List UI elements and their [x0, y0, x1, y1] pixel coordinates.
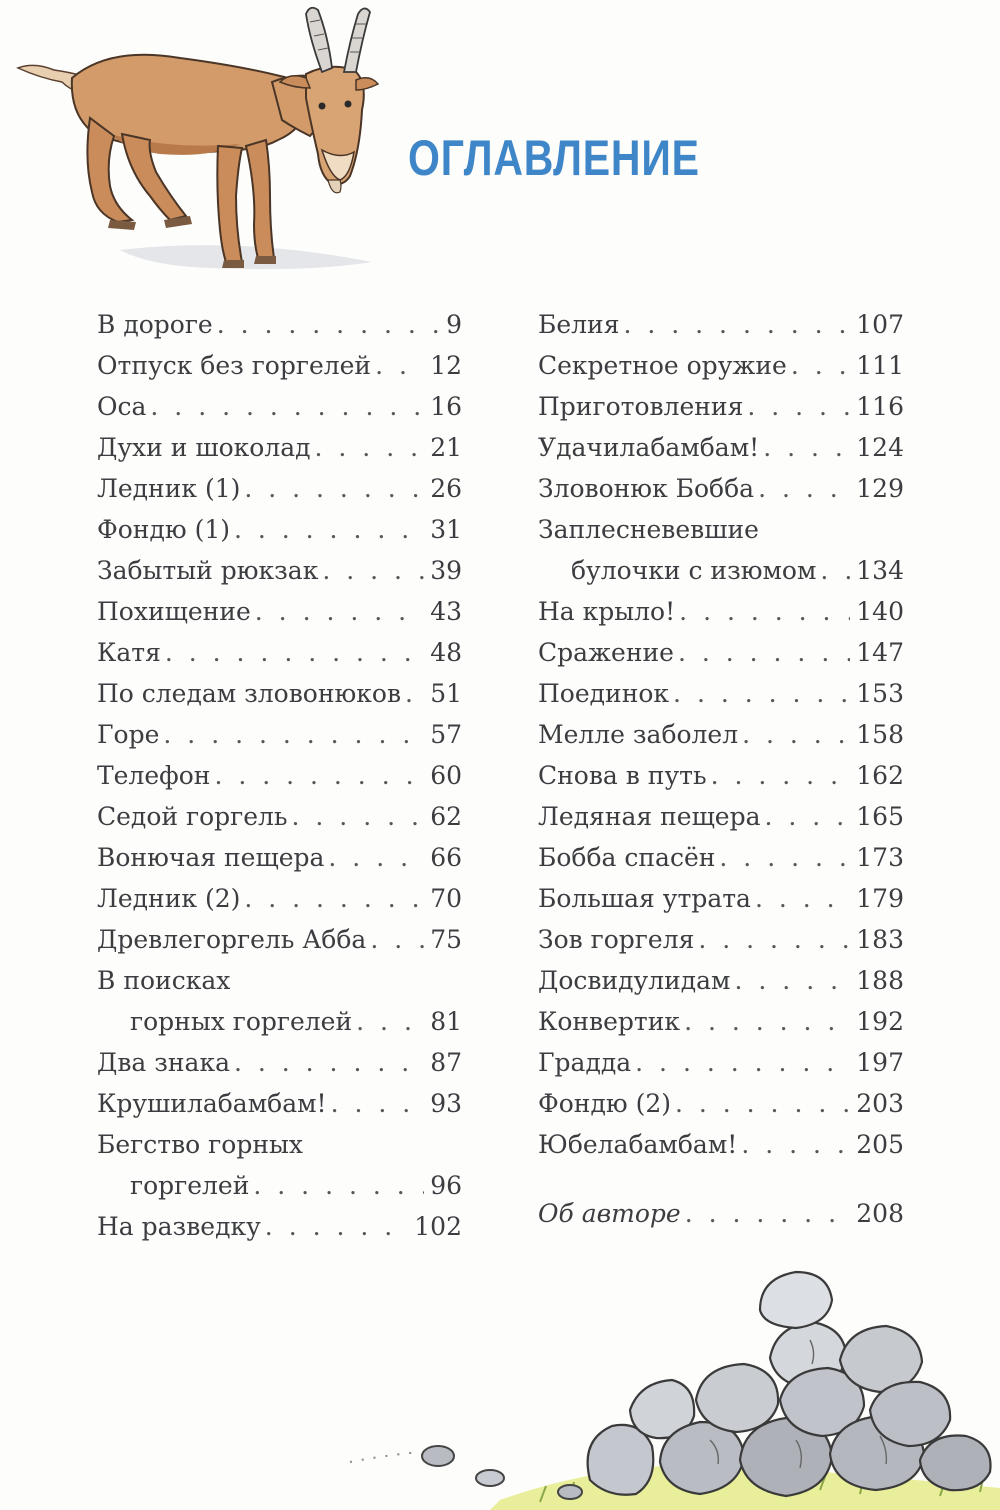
leader-dots [675, 1083, 850, 1124]
toc-entry-page: 51 [430, 679, 462, 708]
toc-entry-page: 60 [430, 761, 462, 790]
toc-entry [97, 1124, 462, 1206]
toc-entry-page: 158 [856, 720, 904, 749]
toc-entry-title: По следам зловонюков [97, 679, 402, 708]
toc-entry [97, 1042, 462, 1083]
leader-dots [265, 1206, 408, 1247]
leader-dots [234, 1042, 424, 1083]
toc-entry [97, 1206, 462, 1247]
toc-entry-title: Приготовления [538, 392, 744, 421]
toc-entry-page: 107 [856, 310, 904, 339]
leader-dots [820, 550, 850, 591]
rocks-illustration [340, 1250, 1000, 1510]
leader-dots [163, 714, 424, 755]
leader-dots [322, 550, 424, 591]
toc-entry-title: Оса [97, 392, 147, 421]
toc-entry-page: 134 [856, 556, 904, 585]
toc-entry [97, 673, 462, 714]
toc-entry-title: горных горгелей [130, 1007, 353, 1036]
toc-entry-title: Фондю (2) [538, 1089, 671, 1118]
toc-entry-page: 96 [430, 1171, 462, 1200]
toc-entry-title: Забытый рюкзак [97, 556, 319, 585]
toc-entry-title: Большая утрата [538, 884, 751, 913]
leader-dots [165, 632, 424, 673]
toc-entry [97, 550, 462, 591]
leader-dots [719, 837, 850, 878]
toc-entry-page: 9 [446, 310, 462, 339]
toc-entry [538, 427, 904, 468]
leader-dots [685, 1193, 851, 1234]
toc-entry-page: 26 [430, 474, 462, 503]
toc-entry-title: Телефон [97, 761, 211, 790]
goat-illustration [10, 0, 380, 290]
toc-entry-about-author [538, 1193, 904, 1234]
toc-entry-page: 81 [430, 1007, 462, 1036]
toc-entry-title: Фондю (1) [97, 515, 230, 544]
toc-entry-title: Белия [538, 310, 620, 339]
toc-entry-page: 75 [430, 925, 462, 954]
toc-entry-page: 162 [856, 761, 904, 790]
leader-dots [253, 1165, 424, 1206]
leader-dots [742, 714, 850, 755]
leader-dots [765, 796, 851, 837]
toc-entry [97, 591, 462, 632]
page-title: ОГЛАВЛЕНИЕ [408, 130, 700, 186]
toc-entry [538, 1083, 904, 1124]
leader-dots [405, 673, 424, 714]
toc-entry-title: Об авторе [538, 1199, 681, 1228]
toc-entry-title: Вонючая пещера [97, 843, 325, 872]
toc-entry-title: На разведку [97, 1212, 261, 1241]
toc-entry [538, 755, 904, 796]
toc-entry-page: 205 [856, 1130, 904, 1159]
toc-entry-page: 192 [856, 1007, 904, 1036]
toc-entry-page: 66 [430, 843, 462, 872]
toc-entry-page: 116 [856, 392, 904, 421]
toc-entry-title: Досвидулидам [538, 966, 731, 995]
toc-entry-title: Ледник (2) [97, 884, 241, 913]
toc-entry-page: 140 [856, 597, 904, 626]
toc-entry-title: Духи и шоколад [97, 433, 311, 462]
leader-dots [370, 919, 424, 960]
toc-entry-title: Похищение [97, 597, 251, 626]
leader-dots [375, 345, 424, 386]
toc-entry [97, 837, 462, 878]
toc-entry-title: Ледяная пещера [538, 802, 761, 831]
toc-entry-page: 203 [856, 1089, 904, 1118]
toc-entry [538, 1001, 904, 1042]
toc-entry-page: 43 [430, 597, 462, 626]
toc-entry-page: 12 [430, 351, 462, 380]
toc-entry [538, 345, 904, 386]
toc-entry [538, 1042, 904, 1083]
toc-entry-page: 57 [430, 720, 462, 749]
toc-entry [538, 960, 904, 1001]
toc-entry-title: Древлегоргель Абба [97, 925, 367, 954]
leader-dots [758, 468, 850, 509]
toc-entry-page: 147 [856, 638, 904, 667]
toc-entry-page: 62 [430, 802, 462, 831]
toc-entry-title: Градда [538, 1048, 632, 1077]
leader-dots [755, 878, 850, 919]
toc-entry-title: Секретное оружие [538, 351, 787, 380]
toc-entry-page: 16 [430, 392, 462, 421]
leader-dots [763, 427, 850, 468]
toc-entry [538, 837, 904, 878]
leader-dots [698, 919, 850, 960]
toc-entry [538, 796, 904, 837]
toc-entry-title: В дороге [97, 310, 213, 339]
toc-entry [538, 919, 904, 960]
toc-entry-page: 111 [856, 351, 904, 380]
toc-entry-page: 48 [430, 638, 462, 667]
toc-entry-page: 129 [856, 474, 904, 503]
toc-entry [538, 673, 904, 714]
leader-dots [234, 509, 424, 550]
toc-entry-title: Удачилабамбам! [538, 433, 760, 462]
toc-entry-title: горгелей [130, 1171, 250, 1200]
toc-entry [538, 386, 904, 427]
toc-entry [97, 960, 462, 1042]
toc-entry-title: Горе [97, 720, 160, 749]
toc-entry-title: Крушилабамбам! [97, 1089, 327, 1118]
leader-dots [711, 755, 851, 796]
leader-dots [255, 591, 424, 632]
toc-entry [538, 632, 904, 673]
toc-entry [97, 427, 462, 468]
leader-dots [315, 427, 425, 468]
leader-dots [684, 1001, 850, 1042]
toc-entry-title: Юбелабамбам! [538, 1130, 738, 1159]
toc-entry-title-first-line: Бегство горных [97, 1130, 303, 1159]
leader-dots [747, 386, 850, 427]
leader-dots [150, 386, 424, 427]
toc-entry-page: 87 [430, 1048, 462, 1077]
toc-entry-title: Катя [97, 638, 161, 667]
toc-entry-title: Поединок [538, 679, 670, 708]
toc-entry [97, 468, 462, 509]
leader-dots [635, 1042, 850, 1083]
toc-entry [97, 304, 462, 345]
toc-entry-title: Конвертик [538, 1007, 681, 1036]
toc-entry-page: 70 [430, 884, 462, 913]
toc-entry-page: 21 [430, 433, 462, 462]
leader-dots [331, 1083, 425, 1124]
leader-dots [791, 345, 850, 386]
toc-entry [97, 796, 462, 837]
toc-entry-title: Ледник (1) [97, 474, 241, 503]
toc-entry-page: 197 [856, 1048, 904, 1077]
toc-entry-title: булочки с изюмом [571, 556, 817, 585]
leader-dots [741, 1124, 850, 1165]
toc-entry-page: 153 [856, 679, 904, 708]
toc-entry-title: Зловонюк Бобба [538, 474, 755, 503]
toc-entry [538, 468, 904, 509]
leader-dots [735, 960, 851, 1001]
toc-entry [97, 1083, 462, 1124]
leader-dots [217, 304, 440, 345]
toc-entry [97, 714, 462, 755]
toc-entry [97, 878, 462, 919]
toc-entry-page: 188 [856, 966, 904, 995]
toc-entry [97, 632, 462, 673]
toc-entry [538, 304, 904, 345]
toc-entry-page: 39 [430, 556, 462, 585]
leader-dots [673, 673, 850, 714]
toc-right-column [538, 304, 904, 1234]
toc-entry [538, 714, 904, 755]
toc-entry-page: 31 [430, 515, 462, 544]
toc-entry [538, 509, 904, 591]
leader-dots [678, 632, 850, 673]
toc-entry [97, 755, 462, 796]
toc-entry-title: Седой горгель [97, 802, 288, 831]
toc-entry [97, 919, 462, 960]
toc-entry-page: 165 [856, 802, 904, 831]
toc-entry-title: Отпуск без горгелей [97, 351, 372, 380]
toc-entry-page: 124 [856, 433, 904, 462]
toc-entry-page: 179 [856, 884, 904, 913]
toc-entry-title: Снова в путь [538, 761, 707, 790]
toc-entry-page: 173 [856, 843, 904, 872]
toc-entry-page: 183 [856, 925, 904, 954]
toc-entry [538, 878, 904, 919]
toc-entry-title: Сражение [538, 638, 674, 667]
toc-entry [97, 386, 462, 427]
toc-entry [97, 509, 462, 550]
toc-entry-title-first-line: Заплесневевшие [538, 515, 759, 544]
toc-entry-title: Бобба спасён [538, 843, 716, 872]
leader-dots [356, 1001, 424, 1042]
leader-dots [623, 304, 850, 345]
toc-entry-page: 102 [414, 1212, 462, 1241]
toc-entry-title: Мелле заболел [538, 720, 739, 749]
toc-left-column [97, 304, 462, 1247]
leader-dots [292, 796, 425, 837]
leader-dots [244, 468, 424, 509]
toc-entry-title-first-line: В поисках [97, 966, 231, 995]
toc-entry-title: Зов горгеля [538, 925, 695, 954]
leader-dots [679, 591, 850, 632]
toc-entry-page: 208 [856, 1199, 904, 1228]
leader-dots [244, 878, 424, 919]
leader-dots [214, 755, 424, 796]
toc-entry-page: 93 [430, 1089, 462, 1118]
toc-entry [538, 1124, 904, 1165]
toc-entry-title: На крыло! [538, 597, 676, 626]
toc-entry-title: Два знака [97, 1048, 230, 1077]
toc-entry [538, 591, 904, 632]
leader-dots [328, 837, 424, 878]
toc-entry [97, 345, 462, 386]
